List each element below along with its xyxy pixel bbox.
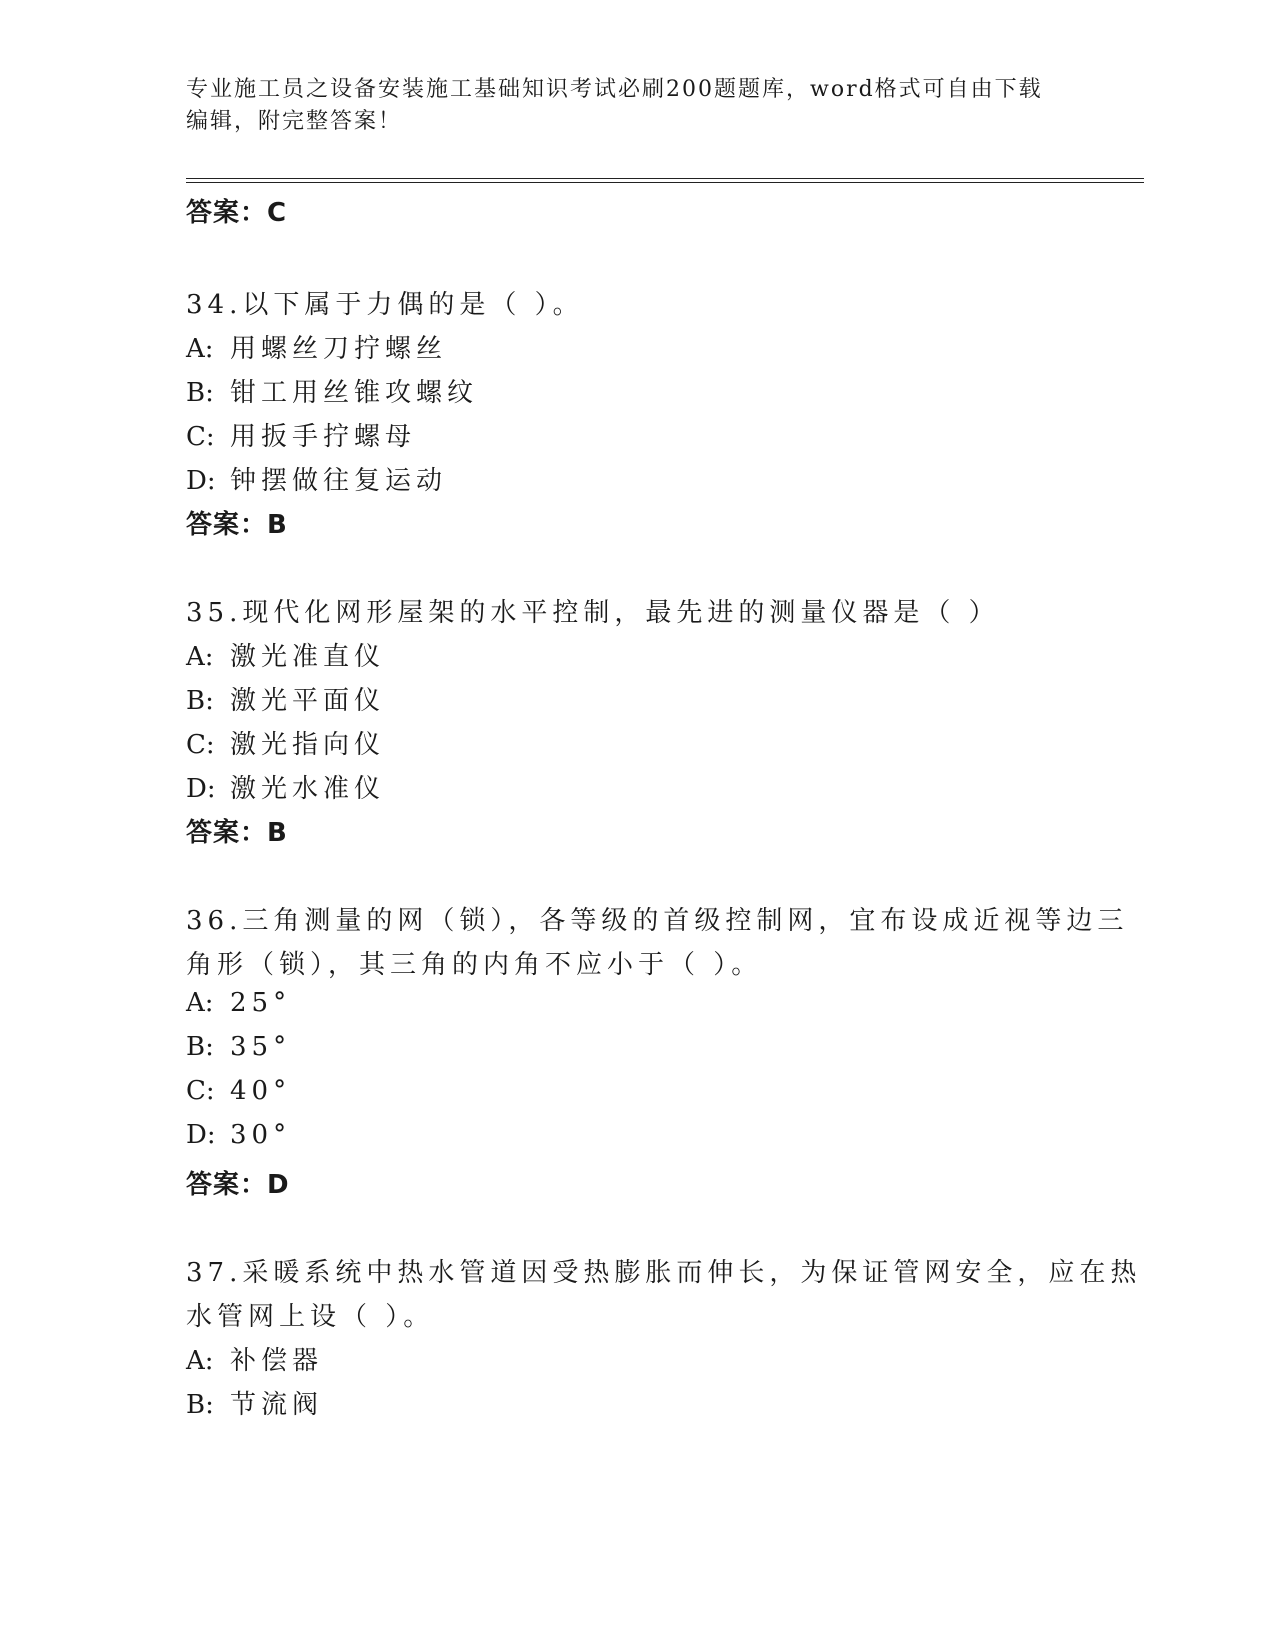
option-key: C: [186, 730, 215, 760]
header-line-1: 专业施工员之设备安装施工基础知识考试必刷200题题库，word格式可自由下载 [186, 77, 1043, 102]
question-36-stem-line-1: 36.三角测量的网（锁），各等级的首级控制网，宜布设成近视等边三 [186, 906, 1129, 936]
option-text: 30° [230, 1120, 292, 1150]
question-36-stem-line-2: 角形（锁），其三角的内角不应小于（ ）。 [186, 950, 763, 980]
answer-36: 答案：D [186, 1170, 290, 1200]
question-37-option-a [186, 1340, 323, 1377]
question-34-option-c [186, 416, 416, 453]
option-key: B: [186, 378, 214, 408]
question-36-option-a [186, 988, 291, 1018]
question-37-stem-line-2: 水管网上设（ ）。 [186, 1302, 435, 1332]
option-text: 35° [230, 1032, 292, 1062]
question-37-option-b [186, 1384, 323, 1421]
option-text: 激光水准仪 [230, 774, 386, 804]
option-text: 钟摆做往复运动 [230, 466, 448, 496]
question-36-option-b [186, 1032, 291, 1062]
option-key: D: [186, 774, 216, 804]
option-key: D: [186, 466, 216, 496]
question-35-stem: 35.现代化网形屋架的水平控制，最先进的测量仪器是（ ） [186, 598, 1000, 628]
header-line-2: 编辑，附完整答案！ [186, 109, 403, 134]
answer-33: 答案：C [186, 198, 288, 228]
question-34-option-a [186, 328, 447, 365]
option-text: 钳工用丝锥攻螺纹 [230, 378, 479, 408]
document-header [186, 74, 1086, 138]
option-key: D: [186, 1120, 216, 1150]
option-text: 40° [230, 1076, 292, 1106]
option-text: 25° [230, 988, 292, 1018]
option-key: A: [186, 988, 214, 1018]
question-34-stem: 34.以下属于力偶的是（ ）。 [186, 290, 584, 320]
option-key: A: [186, 642, 214, 672]
option-key: A: [186, 1346, 214, 1376]
answer-35: 答案：B [186, 818, 288, 848]
answer-34: 答案：B [186, 510, 288, 540]
option-text: 用扳手拧螺母 [230, 422, 417, 452]
option-text: 补偿器 [230, 1346, 324, 1376]
option-key: C: [186, 1076, 215, 1106]
option-text: 用螺丝刀拧螺丝 [230, 334, 448, 364]
option-key: B: [186, 1032, 214, 1062]
question-35-option-c [186, 724, 385, 761]
option-text: 激光指向仪 [230, 730, 386, 760]
question-36-option-c [186, 1076, 291, 1106]
option-key: C: [186, 422, 215, 452]
option-key: B: [186, 686, 214, 716]
question-35-option-a [186, 636, 385, 673]
question-36-option-d [186, 1120, 291, 1150]
question-35-option-b [186, 680, 385, 717]
option-text: 激光准直仪 [230, 642, 386, 672]
question-34-option-d [186, 460, 447, 497]
option-text: 节流阀 [230, 1390, 324, 1420]
option-key: A: [186, 334, 214, 364]
header-divider-top [186, 178, 1144, 179]
question-37-stem-line-1: 37.采暖系统中热水管道因受热膨胀而伸长，为保证管网安全，应在热 [186, 1258, 1142, 1288]
option-text: 激光平面仪 [230, 686, 386, 716]
header-divider-bottom [186, 182, 1144, 183]
question-35-option-d [186, 768, 385, 805]
question-34-option-b [186, 372, 478, 409]
option-key: B: [186, 1390, 214, 1420]
